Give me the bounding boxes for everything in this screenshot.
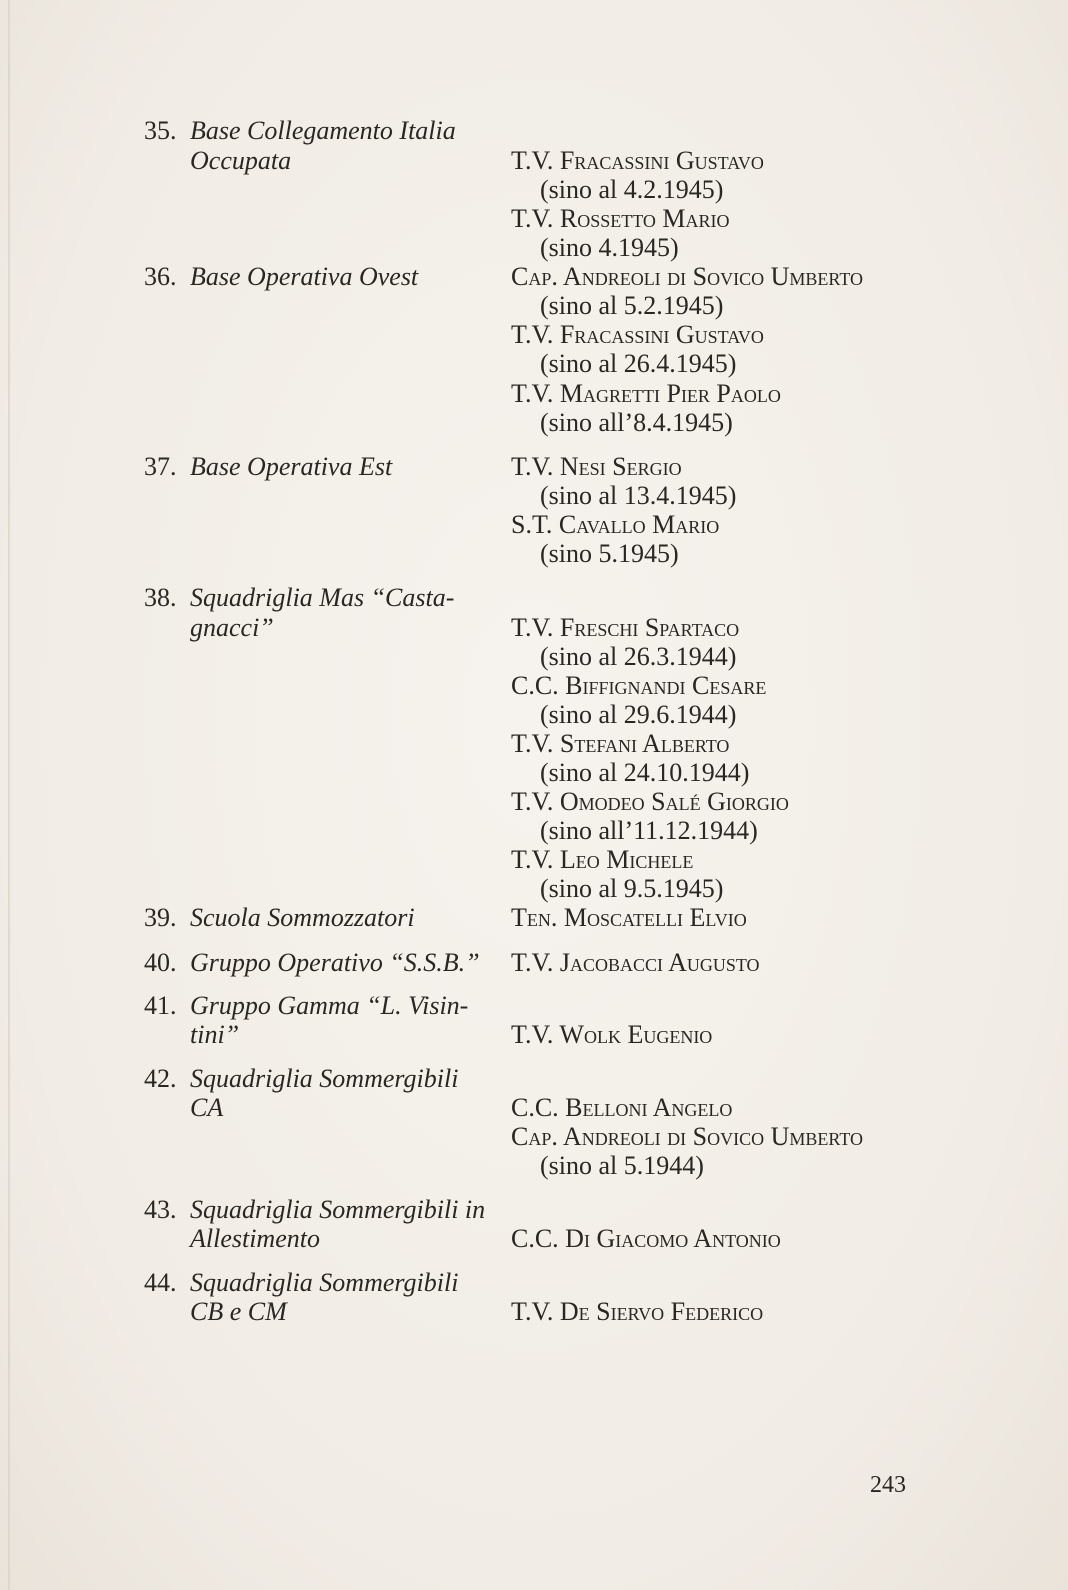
commander-period: (sino al 4.2.1945)	[540, 175, 724, 204]
unit-name-line: Squadriglia Mas “Casta-	[190, 583, 455, 612]
unit-name-line: CA	[190, 1093, 224, 1122]
commander-name: T.V. De Siervo Federico	[511, 1297, 764, 1326]
unit-name-line: Scuola Sommozzatori	[190, 903, 415, 932]
unit-name-line: Base Operativa Est	[190, 452, 393, 481]
entry-number: 41.	[144, 991, 177, 1020]
commander-name: T.V. Omodeo Salé Giorgio	[511, 787, 789, 816]
unit-name-line: Squadriglia Sommergibili	[190, 1064, 459, 1093]
commander-name: T.V. Stefani Alberto	[511, 729, 730, 758]
commander-name: Ten. Moscatelli Elvio	[511, 903, 747, 932]
commander-name: C.C. Biffignandi Cesare	[511, 671, 767, 700]
commander-period: (sino al 5.1944)	[540, 1151, 704, 1180]
unit-name-line: CB e CM	[190, 1297, 287, 1326]
entry-number: 44.	[144, 1268, 177, 1297]
unit-name-line: Gruppo Operativo “S.S.B.”	[190, 948, 480, 977]
commander-name: T.V. Magretti Pier Paolo	[511, 379, 781, 408]
entry-number: 40.	[144, 948, 177, 977]
commander-period: (sino al 5.2.1945)	[540, 291, 724, 320]
unit-name-line: tini”	[190, 1020, 240, 1049]
commander-name: C.C. Belloni Angelo	[511, 1093, 733, 1122]
commander-name: T.V. Freschi Spartaco	[511, 613, 740, 642]
commander-name: Cap. Andreoli di Sovico Umberto	[511, 1122, 864, 1151]
unit-name-line: Gruppo Gamma “L. Visin-	[190, 991, 469, 1020]
commander-period: (sino al 29.6.1944)	[540, 700, 737, 729]
commander-name: T.V. Rossetto Mario	[511, 204, 730, 233]
commander-period: (sino al 26.4.1945)	[540, 349, 737, 378]
unit-name-line: Allestimento	[190, 1224, 320, 1253]
commander-name: T.V. Fracassini Gustavo	[511, 320, 764, 349]
page-number: 243	[870, 1472, 906, 1498]
commander-name: C.C. Di Giacomo Antonio	[511, 1224, 781, 1253]
commander-name: T.V. Jacobacci Augusto	[511, 948, 760, 977]
commander-period: (sino al 9.5.1945)	[540, 874, 724, 903]
entry-number: 42.	[144, 1064, 177, 1093]
commander-period: (sino 4.1945)	[540, 233, 679, 262]
entry-number: 38.	[144, 583, 177, 612]
commander-name: T.V. Leo Michele	[511, 845, 694, 874]
commander-name: T.V. Wolk Eugenio	[511, 1020, 713, 1049]
commander-period: (sino 5.1945)	[540, 539, 679, 568]
entry-number: 35.	[144, 116, 177, 145]
commander-name: S.T. Cavallo Mario	[511, 510, 720, 539]
entry-number: 39.	[144, 903, 177, 932]
unit-name-line: Occupata	[190, 146, 292, 175]
commander-period: (sino all’8.4.1945)	[540, 408, 733, 437]
commander-period: (sino all’11.12.1944)	[540, 816, 758, 845]
commander-name: Cap. Andreoli di Sovico Umberto	[511, 262, 864, 291]
commander-period: (sino al 26.3.1944)	[540, 642, 737, 671]
unit-name-line: Base Operativa Ovest	[190, 262, 419, 291]
commander-name: T.V. Fracassini Gustavo	[511, 146, 764, 175]
unit-name-line: gnacci”	[190, 613, 274, 642]
unit-name-line: Squadriglia Sommergibili	[190, 1268, 459, 1297]
commander-period: (sino al 13.4.1945)	[540, 481, 737, 510]
commander-period: (sino al 24.10.1944)	[540, 758, 750, 787]
page-edge-shadow	[8, 0, 11, 1590]
entry-number: 43.	[144, 1195, 177, 1224]
entry-number: 37.	[144, 452, 177, 481]
unit-text: Base Collegamento Italia	[190, 116, 456, 145]
entry-number: 36.	[144, 262, 177, 291]
commander-name: T.V. Nesi Sergio	[511, 452, 682, 481]
unit-name-line	[190, 116, 495, 146]
unit-name-line: Squadriglia Sommergibili in	[190, 1195, 486, 1224]
